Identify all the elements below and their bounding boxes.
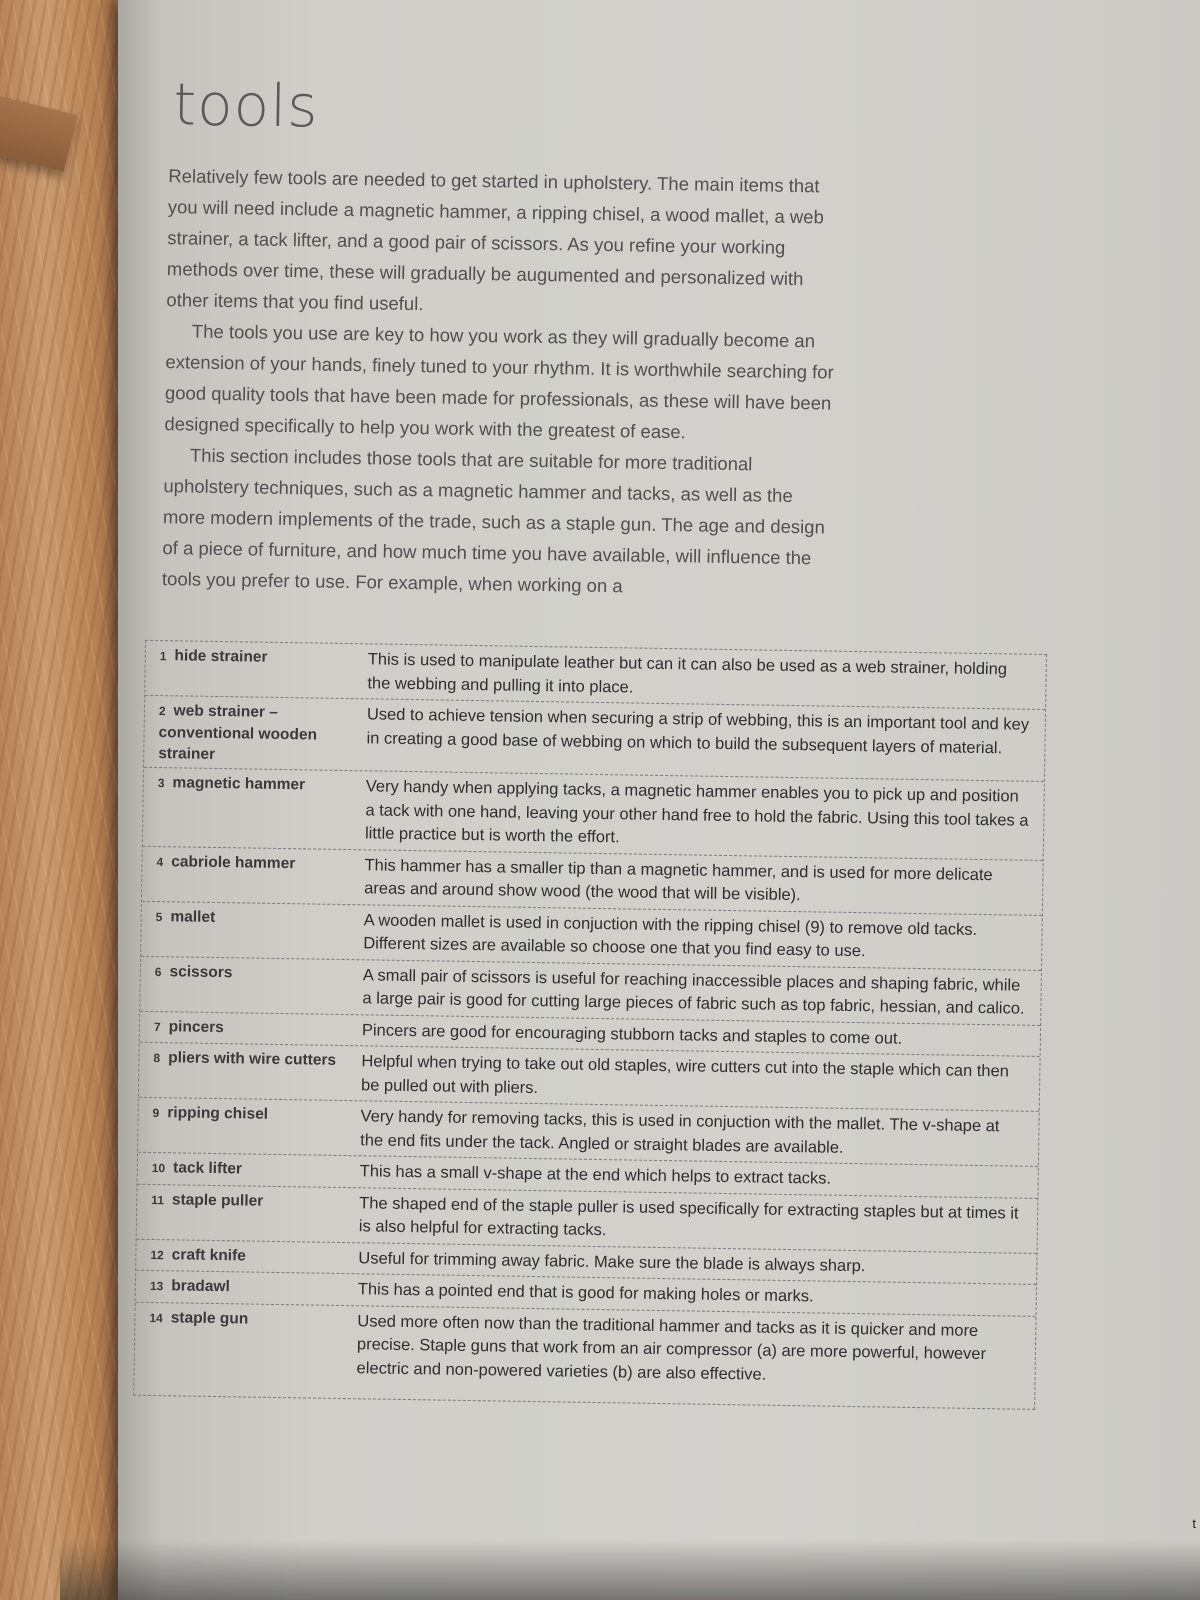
tool-name: craft knife xyxy=(171,1245,246,1264)
tool-number: 11 xyxy=(151,1192,165,1207)
tool-name: scissors xyxy=(169,962,233,981)
tool-number: 1 xyxy=(159,649,167,664)
tool-number: 9 xyxy=(152,1106,160,1121)
tool-name-cell xyxy=(140,1015,354,1042)
next-page-edge-text: t xyxy=(1192,1516,1196,1531)
intro-text xyxy=(162,160,839,604)
tool-name: web strainer – conventional wooden strainer xyxy=(158,702,318,763)
tool-number: 12 xyxy=(150,1247,164,1262)
tool-name-cell xyxy=(134,1306,349,1380)
tool-number: 10 xyxy=(151,1161,166,1176)
tool-description: Very handy when applying tacks, a magnetic hammer enables you to pick up and position a tack with one hand, leaving your other hand free to hold the fabric. Using this tool takes a little practice but is worth the effort. xyxy=(364,777,1029,847)
tool-name: pincers xyxy=(168,1017,224,1036)
tool-name: hide strainer xyxy=(174,647,268,666)
tool-name: cabriole hammer xyxy=(171,852,296,872)
page-content xyxy=(139,70,1060,1410)
tool-number: 7 xyxy=(153,1019,161,1034)
wooden-surface xyxy=(0,0,130,1600)
table-row xyxy=(143,768,1044,861)
tool-number: 4 xyxy=(156,854,164,869)
tool-name-cell xyxy=(142,850,357,900)
tool-description: Used more often now than the traditional hammer and tacks as it is quicker and more precise. Staple guns that work from an air compressor (a) are more powerful, however electric and non-powered varieties (b) are also effective. xyxy=(356,1311,987,1384)
tool-name: staple gun xyxy=(170,1308,249,1328)
tool-name-cell xyxy=(136,1243,350,1270)
tool-number: 2 xyxy=(158,704,166,719)
tool-number: 13 xyxy=(149,1278,164,1294)
tool-description: A small pair of scissors is useful for reaching inaccessible places and shaping fabric, while a large pair is good for cutting large pieces of fabric such as top fabric, hessian, and calico. xyxy=(362,965,1025,1018)
tool-name-cell xyxy=(139,1047,354,1097)
intro-paragraph-1: Relatively few tools are needed to get started in upholstery. The main items that you will need include a magnetic hammer, a ripping chisel, a wood mallet, a web strainer, a tack lifter, and a good pair of scissors. As you refine your working methods over time, these will gradually be augumented and personalized with other items that you find useful. xyxy=(166,165,825,315)
table-row xyxy=(134,1302,1035,1409)
tool-name: staple puller xyxy=(171,1190,264,1210)
tool-description: Very handy for removing tacks, this is used in conjuction with the mallet. The v-shape at the end fits under the tack. Angled or straight blades are available. xyxy=(360,1107,1000,1157)
tool-name-cell xyxy=(138,1102,353,1152)
tool-name-cell xyxy=(141,905,356,955)
tool-number: 5 xyxy=(155,909,163,924)
tool-name-cell xyxy=(144,700,359,767)
tool-description: This hammer has a smaller tip than a magnetic hammer, and is used for more delicate areas and around show wood (the wood that will be visible). xyxy=(364,855,993,905)
tool-number: 8 xyxy=(153,1051,161,1066)
tool-description: This is used to manipulate leather but can it can also be used as a web strainer, holding the webbing and pulling it into place. xyxy=(367,650,1008,697)
tool-description: Helpful when trying to take out old staples, wire cutters cut into the staple which can then be pulled out with pliers. xyxy=(360,1052,1010,1097)
intro-paragraph-3: This section includes those tools that are suitable for more traditional upholstery techniques, such as a magnetic hammer and tacks, as well as the more modern implements of the trade, such as a staple gun. The age and design of a piece of furniture, and how much time you have available, will influence the tools you prefer to use. For example, when working on a xyxy=(161,444,826,597)
tool-description: This has a small v-shape at the end which helps to extract tacks. xyxy=(359,1162,832,1188)
tool-description: Used to achieve tension when securing a strip of webbing, this is an important tool and key in creating a good base of webbing on which to build the subsequent layers of material. xyxy=(366,705,1030,757)
tool-description: This has a pointed end that is good for making holes or marks. xyxy=(357,1280,814,1306)
tool-description: A wooden mallet is used in conjuction with the ripping chisel (9) to remove old tacks. Different sizes are available so choose one that you find easy to use. xyxy=(363,910,978,961)
page-bottom-shadow xyxy=(60,1540,1200,1600)
tool-name-cell xyxy=(136,1275,350,1302)
tool-number: 3 xyxy=(157,776,165,791)
tool-name: magnetic hammer xyxy=(172,774,306,794)
tool-name: tack lifter xyxy=(172,1159,243,1178)
tool-name-cell xyxy=(138,1157,352,1184)
tool-description: The shaped end of the staple puller is used specifically for extracting staples but at times it is also helpful for extracting tacks. xyxy=(358,1193,1019,1240)
intro-paragraph-2: The tools you use are key to how you work as they will gradually become an extension of your hands, finely tuned to your rhythm. It is worthwhile searching for good quality tools that have been made for professionals, as these will have been designed specifically to help you work with the greatest of ease. xyxy=(164,320,834,443)
tool-name: pliers with wire cutters xyxy=(168,1049,337,1069)
tool-name-cell xyxy=(140,960,355,1010)
tool-description: Useful for trimming away fabric. Make sure the blade is always sharp. xyxy=(358,1248,866,1275)
page-title: tools xyxy=(172,70,320,141)
tool-description: Pincers are good for encouraging stubborn tacks and staples to come out. xyxy=(361,1020,903,1048)
tools-table xyxy=(133,640,1047,1410)
tool-number: 14 xyxy=(149,1310,163,1325)
tool-name: ripping chisel xyxy=(167,1104,269,1123)
tool-name-cell xyxy=(137,1188,352,1238)
tool-name-cell xyxy=(145,645,360,695)
tool-name: bradawl xyxy=(171,1277,230,1296)
tool-name: mallet xyxy=(170,907,216,926)
tool-number: 6 xyxy=(154,964,162,979)
tool-name-cell xyxy=(143,772,358,846)
